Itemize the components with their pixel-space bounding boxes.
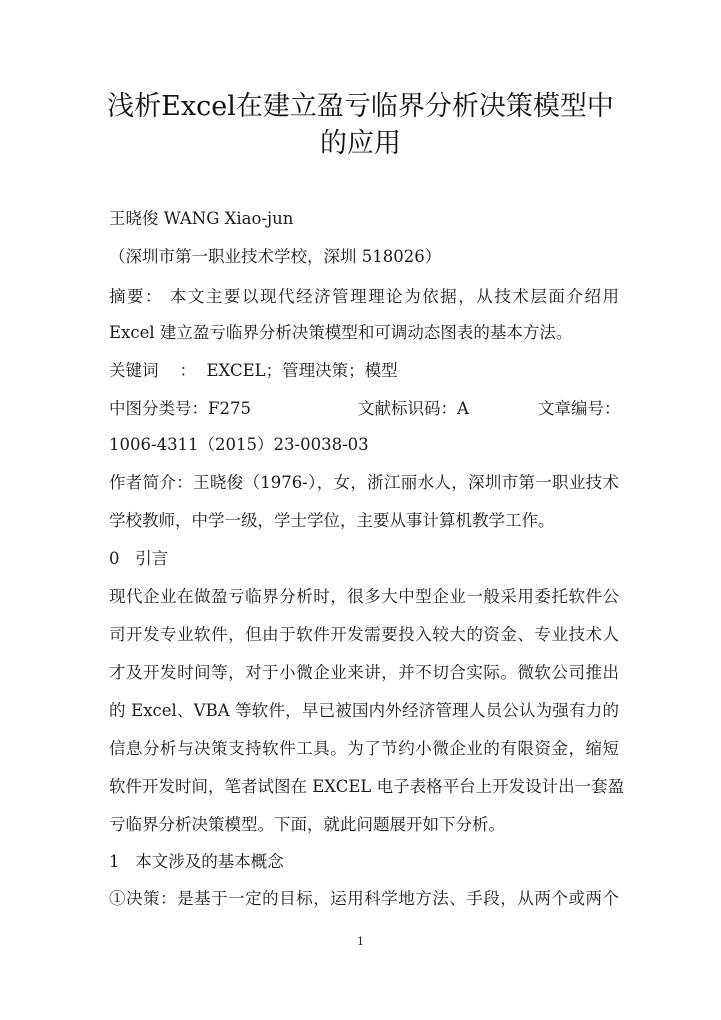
paragraph-line: 软件开发时间，笔者试图在 EXCEL 电子表格平台上开发设计出一套盈	[109, 777, 625, 796]
paragraph-line: 司开发专业软件，但由于软件开发需要投入较大的资金、专业技术人	[109, 625, 619, 644]
article-number-label: 文章编号：	[538, 399, 621, 418]
paragraph-line: 的 Excel、VBA 等软件，早已被国内外经济管理人员公认为强有力的	[109, 701, 619, 720]
article-number: 1006-4311（2015）23-0038-03	[109, 435, 369, 454]
section-0-heading: 0 引言	[109, 549, 169, 568]
bio-line-2: 学校教师，中学一级，学士学位，主要从事计算机教学工作。	[109, 511, 555, 530]
page-number: 1	[357, 935, 364, 948]
paragraph-line: ①决策：是基于一定的目标，运用科学地方法、手段，从两个或两个	[109, 889, 619, 908]
keywords-line: 关键词 ： EXCEL；管理决策；模型	[109, 361, 398, 380]
section-1-heading: 1 本文涉及的基本概念	[109, 852, 284, 871]
document-title	[90, 88, 631, 162]
bio-line-1: 作者简介：王晓俊（1976-），女，浙江丽水人，深圳市第一职业技术	[109, 473, 619, 492]
paragraph-line: 才及开发时间等，对于小微企业来讲，并不切合实际。微软公司推出	[109, 663, 619, 682]
document-code: 文献标识码：A	[358, 399, 469, 418]
abstract-line-1: 摘要： 本文主要以现代经济管理理论为依据，从技术层面介绍用	[109, 287, 619, 306]
paragraph-line: 亏临界分析决策模型。下面，就此问题展开如下分析。	[109, 815, 505, 834]
title-line-1: 浅析Excel在建立盈亏临界分析决策模型中	[107, 91, 614, 122]
paragraph-line: 现代企业在做盈亏临界分析时，很多大中型企业一般采用委托软件公	[109, 587, 619, 606]
author-line: 王晓俊 WANG Xiao-jun	[109, 209, 294, 228]
clc-number: 中图分类号：F275	[109, 399, 251, 418]
paragraph-line: 信息分析与决策支持软件工具。为了节约小微企业的有限资金，缩短	[109, 739, 619, 758]
abstract-line-2: Excel 建立盈亏临界分析决策模型和可调动态图表的基本方法。	[109, 323, 573, 342]
affiliation-line: （深圳市第一职业技术学校，深圳 518026）	[109, 247, 442, 266]
title-line-2: 的应用	[320, 128, 401, 159]
